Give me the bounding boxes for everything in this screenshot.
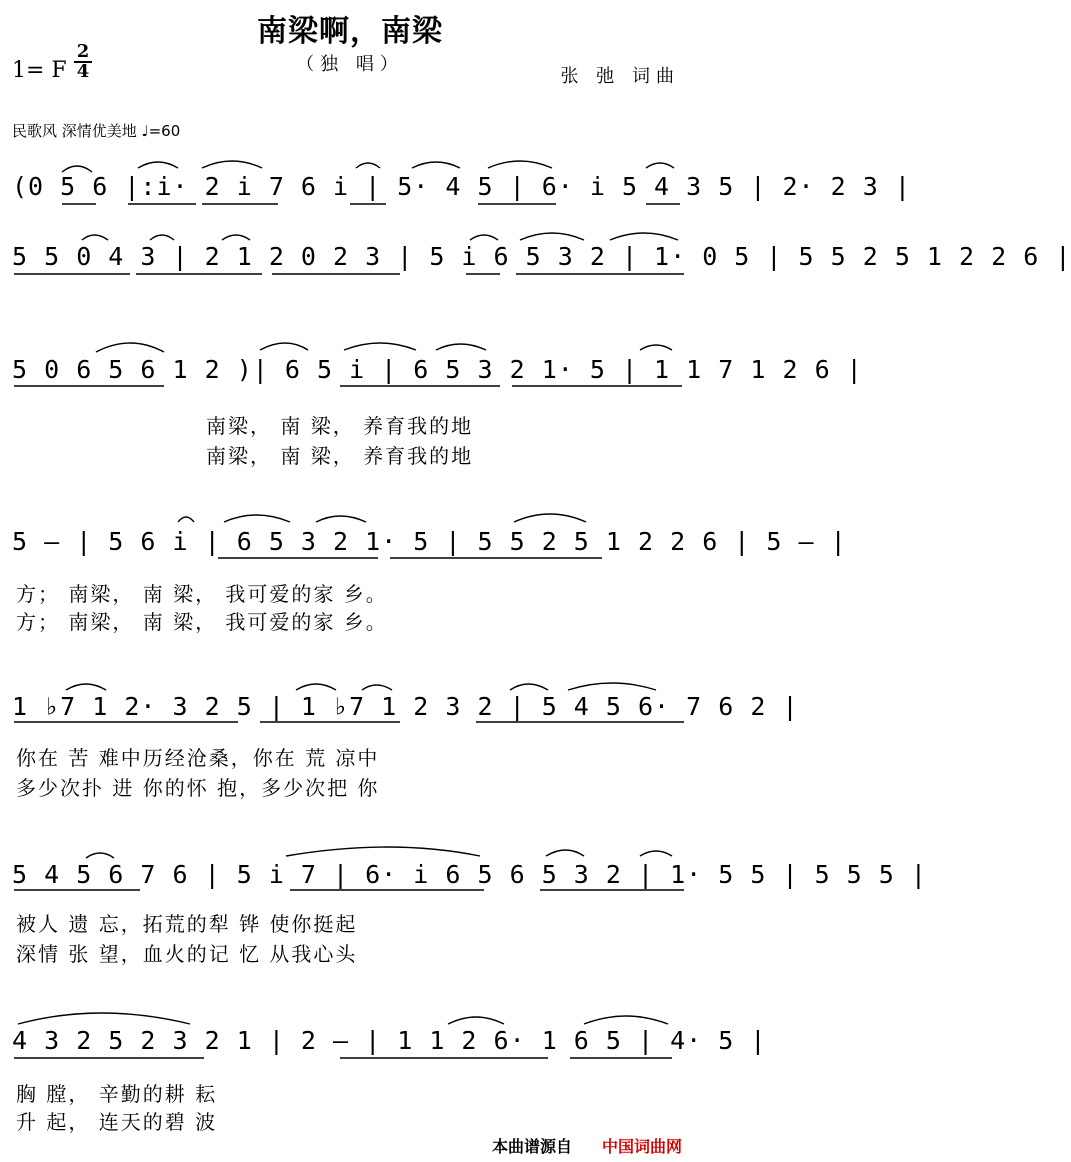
lyric-line-4-verse-1: 方； 南梁， 南 梁， 我可爱的家 乡。	[16, 582, 388, 606]
lyric-line-4-verse-2: 方； 南梁， 南 梁， 我可爱的家 乡。	[16, 610, 388, 634]
lyric-line-5-verse-1: 你在 苦 难中历经沧桑，你在 荒 凉中	[16, 746, 380, 770]
lyric-line-5-verse-2: 多少次扑 进 你的怀 抱，多少次把 你	[16, 776, 380, 800]
lyric-line-3-verse-1: 南梁， 南 梁， 养育我的地	[206, 414, 474, 438]
notation-line-2: 5 5 0 4 3 | 2 1 2 0 2 3 | 5 i 6 5 3 2 | 1· 0 5 | 5 5 2 5 1 2 2 6 |	[12, 242, 1071, 271]
time-signature-top: 2	[76, 41, 90, 62]
lyric-line-7-verse-2: 升 起， 连天的碧 波	[16, 1110, 218, 1134]
notation-line-1: (0 5 6 |:i· 2 i 7 6 i | 5· 4 5 | 6· i 5 4 3 5 | 2· 2 3 |	[12, 172, 911, 201]
lyric-line-7-verse-1: 胸 膛， 辛勤的耕 耘	[16, 1082, 218, 1106]
notation-line-3: 5 0 6 5 6 1 2 )| 6 5 i | 6 5 3 2 1· 5 | 1 1 7 1 2 6 |	[12, 355, 863, 384]
tempo-marking: 民歌风 深情优美地 ♩=60	[12, 122, 181, 140]
notation-line-5: 1 ♭7 1 2· 3 2 5 | 1 ♭7 1 2 3 2 | 5 4 5 6· 7 6 2 |	[12, 692, 799, 721]
performance-type: （独 唱）	[296, 54, 404, 75]
source-credit: 本曲谱源自	[492, 1137, 573, 1156]
lyric-line-6-verse-1: 被人 遗 忘，拓荒的犁 铧 使你挺起	[16, 912, 358, 936]
site-watermark: 中国词曲网	[602, 1137, 683, 1156]
notation-line-6: 5 4 5 6 7 6 | 5 i 7 | 6· i 6 5 6 5 3 2 | 1· 5 5 | 5 5 5 |	[12, 860, 927, 889]
time-signature-bottom: 4	[76, 61, 90, 82]
key-signature: 1= F	[12, 58, 67, 83]
author-credit: 张 弛 词曲	[560, 66, 680, 87]
lyric-line-3-verse-2: 南梁， 南 梁， 养育我的地	[206, 444, 474, 468]
notation-line-4: 5 – | 5 6 i | 6 5 3 2 1· 5 | 5 5 2 5 1 2 2 6 | 5 – |	[12, 527, 847, 556]
notation-line-7: 4 3 2 5 2 3 2 1 | 2 – | 1 1 2 6· 1 6 5 | 4· 5 |	[12, 1026, 767, 1055]
song-title: 南梁啊，南梁	[257, 14, 443, 49]
time-signature	[74, 41, 92, 82]
lyric-line-6-verse-2: 深情 张 望，血火的记 忆 从我心头	[16, 942, 358, 966]
